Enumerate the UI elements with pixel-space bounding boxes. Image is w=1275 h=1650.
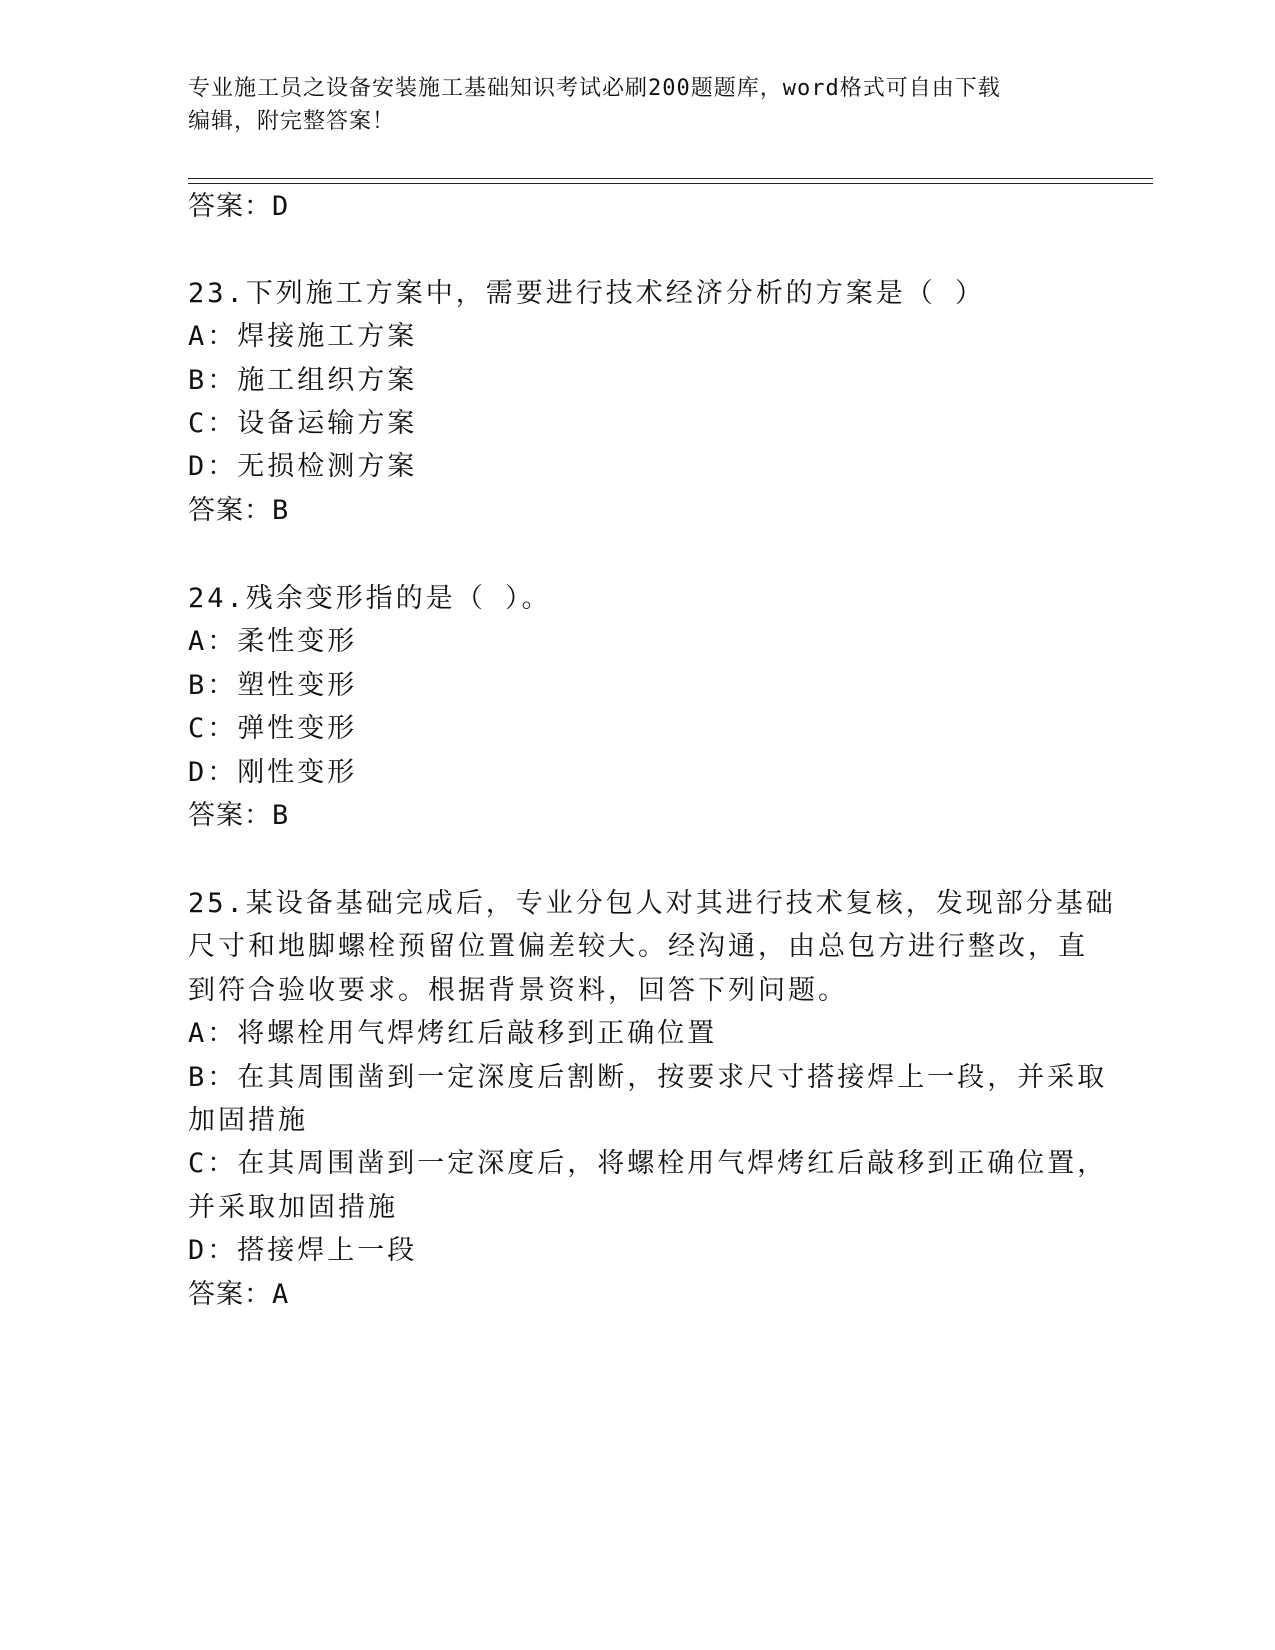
question-25-stem-line-2: 尺寸和地脚螺栓预留位置偏差较大。经沟通，由总包方进行整改，直 xyxy=(188,931,1088,962)
document-header xyxy=(188,72,1088,138)
question-25-option-d: D：搭接焊上一段 xyxy=(188,1235,418,1266)
question-23-stem: 23.下列施工方案中，需要进行技术经济分析的方案是（ ） xyxy=(188,278,986,309)
question-25-answer: 答案：A xyxy=(188,1279,290,1310)
question-25-option-c-line-1: C：在其周围凿到一定深度后，将螺栓用气焊烤红后敲移到正确位置， xyxy=(188,1148,1108,1179)
question-24-answer: 答案：B xyxy=(188,800,290,831)
header-line-1: 专业施工员之设备安装施工基础知识考试必刷200题题库，word格式可自由下载 xyxy=(188,76,1001,101)
question-25-option-b-line-1: B：在其周围凿到一定深度后割断，按要求尺寸搭接焊上一段，并采取 xyxy=(188,1062,1108,1093)
header-line-2: 编辑，附完整答案！ xyxy=(188,109,396,134)
header-divider-top xyxy=(188,178,1153,179)
question-24-option-c: C：弹性变形 xyxy=(188,713,358,744)
question-25-stem-line-1: 25.某设备基础完成后，专业分包人对其进行技术复核，发现部分基础 xyxy=(188,888,1116,919)
question-23-option-a: A：焊接施工方案 xyxy=(188,321,418,352)
question-23-option-c: C：设备运输方案 xyxy=(188,408,418,439)
header-divider-bottom xyxy=(188,183,1153,184)
question-24-option-b: B：塑性变形 xyxy=(188,670,358,701)
question-25-option-c-line-2: 并采取加固措施 xyxy=(188,1192,398,1223)
previous-answer: 答案：D xyxy=(188,191,290,222)
question-24-option-a: A：柔性变形 xyxy=(188,626,358,657)
question-23-option-b: B：施工组织方案 xyxy=(188,365,418,396)
question-23-answer: 答案：B xyxy=(188,495,290,526)
question-25-stem-line-3: 到符合验收要求。根据背景资料，回答下列问题。 xyxy=(188,975,848,1006)
question-24-stem: 24.残余变形指的是（ ）。 xyxy=(188,583,552,614)
question-23-option-d: D：无损检测方案 xyxy=(188,451,418,482)
question-25-option-a: A：将螺栓用气焊烤红后敲移到正确位置 xyxy=(188,1018,718,1049)
question-24-option-d: D：刚性变形 xyxy=(188,757,358,788)
question-25-option-b-line-2: 加固措施 xyxy=(188,1105,308,1136)
